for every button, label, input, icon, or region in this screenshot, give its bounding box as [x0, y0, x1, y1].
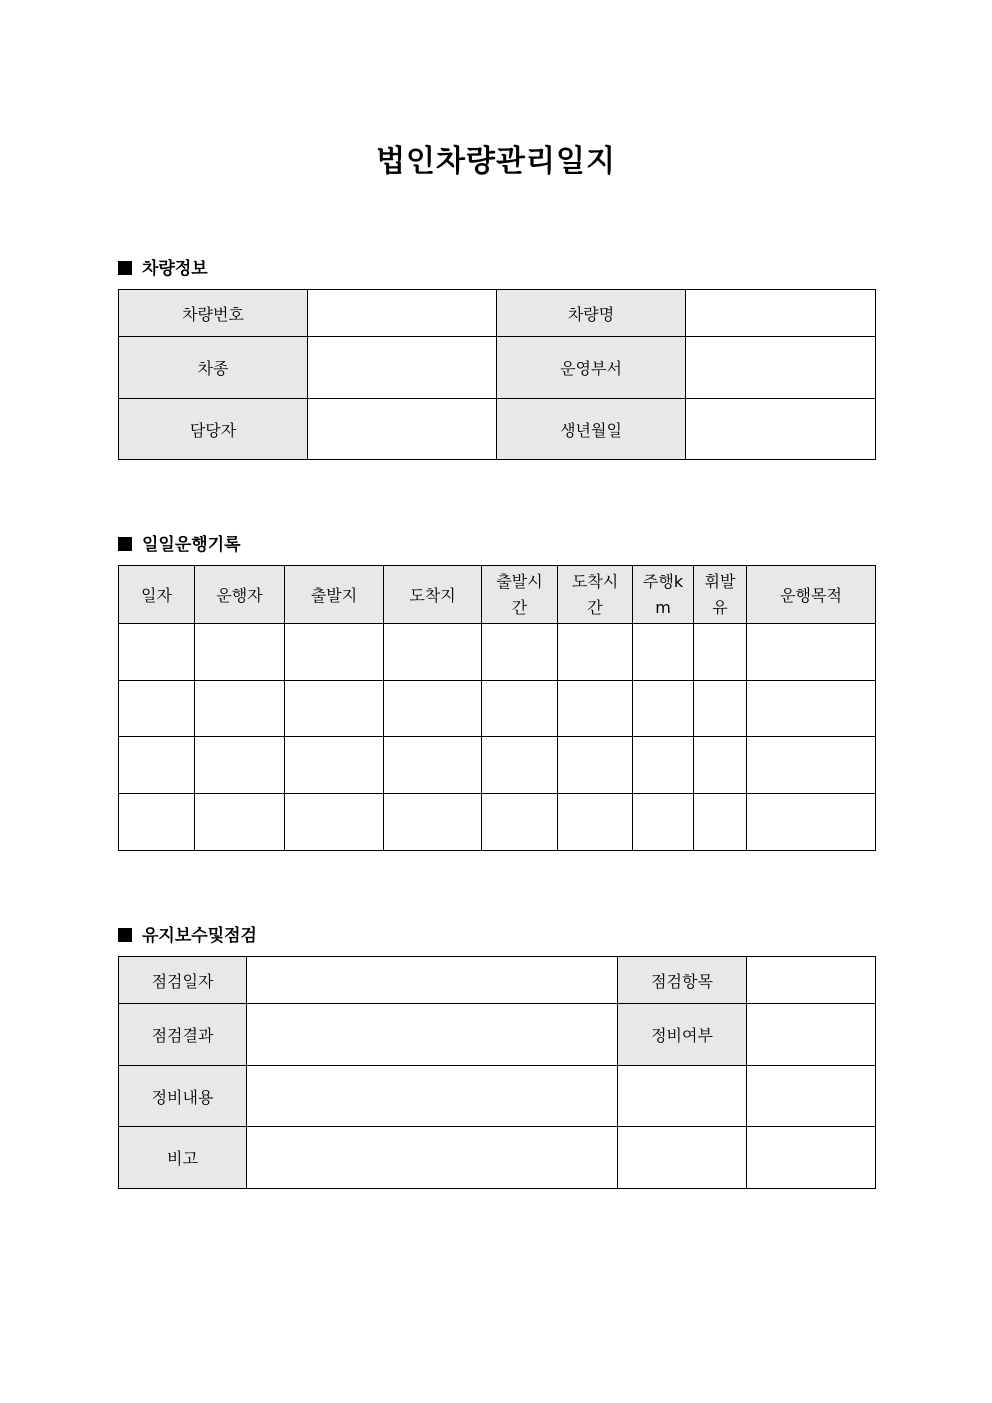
- label-department: 운영부서: [497, 337, 686, 399]
- square-bullet-icon: [118, 537, 132, 551]
- cell-distance[interactable]: [633, 681, 694, 737]
- label-birthdate: 생년월일: [497, 399, 686, 460]
- cell-arrival[interactable]: [384, 794, 482, 851]
- table-row: [119, 624, 876, 681]
- header-fuel: [694, 566, 747, 624]
- field-extra-3[interactable]: [618, 1127, 747, 1189]
- header-line: 유: [712, 597, 728, 617]
- cell-purpose[interactable]: [747, 794, 876, 851]
- header-arrival-time: [558, 566, 633, 624]
- field-birthdate[interactable]: [686, 399, 876, 460]
- cell-fuel[interactable]: [694, 624, 747, 681]
- section-heading-maintenance: [118, 921, 257, 946]
- field-vehicle-type[interactable]: [308, 337, 497, 399]
- header-line: 간: [511, 597, 528, 617]
- cell-departure-time[interactable]: [482, 794, 558, 851]
- label-inspection-result: 점검결과: [119, 1004, 247, 1066]
- header-line: 휘발: [704, 571, 736, 591]
- label-remarks: 비고: [119, 1127, 247, 1189]
- label-vehicle-number: 차량번호: [119, 290, 308, 337]
- label-repair-details: 정비내용: [119, 1066, 247, 1127]
- cell-date[interactable]: [119, 794, 195, 851]
- cell-purpose[interactable]: [747, 737, 876, 794]
- field-vehicle-number[interactable]: [308, 290, 497, 337]
- header-line: 주행k: [642, 571, 684, 591]
- field-remarks[interactable]: [247, 1127, 618, 1189]
- cell-arrival[interactable]: [384, 737, 482, 794]
- header-line: 도착시: [571, 571, 619, 591]
- cell-departure-time[interactable]: [482, 624, 558, 681]
- cell-arrival-time[interactable]: [558, 737, 633, 794]
- field-department[interactable]: [686, 337, 876, 399]
- cell-distance[interactable]: [633, 794, 694, 851]
- header-line: 간: [587, 597, 603, 617]
- label-vehicle-name: 차량명: [497, 290, 686, 337]
- field-vehicle-name[interactable]: [686, 290, 876, 337]
- cell-departure[interactable]: [285, 681, 384, 737]
- header-distance-km: [633, 566, 694, 624]
- cell-purpose[interactable]: [747, 624, 876, 681]
- cell-date[interactable]: [119, 681, 195, 737]
- field-extra-1[interactable]: [618, 1066, 747, 1127]
- section-heading-vehicle-info: [118, 254, 208, 279]
- header-purpose: 운행목적: [747, 566, 876, 624]
- cell-date[interactable]: [119, 624, 195, 681]
- cell-distance[interactable]: [633, 624, 694, 681]
- cell-departure[interactable]: [285, 624, 384, 681]
- field-repair-details[interactable]: [247, 1066, 618, 1127]
- cell-driver[interactable]: [195, 737, 285, 794]
- cell-arrival-time[interactable]: [558, 624, 633, 681]
- section-title: 유지보수및점검: [142, 926, 257, 946]
- header-line: 출발시: [496, 571, 543, 591]
- square-bullet-icon: [118, 261, 132, 275]
- label-vehicle-type: 차종: [119, 337, 308, 399]
- cell-fuel[interactable]: [694, 681, 747, 737]
- cell-arrival[interactable]: [384, 624, 482, 681]
- section-title: 차량정보: [142, 259, 208, 279]
- field-inspection-date[interactable]: [247, 957, 618, 1004]
- label-inspection-date: 점검일자: [119, 957, 247, 1004]
- header-arrival: 도착지: [384, 566, 482, 624]
- square-bullet-icon: [118, 928, 132, 942]
- table-row: [119, 681, 876, 737]
- section-title: 일일운행기록: [142, 535, 241, 555]
- field-extra-4[interactable]: [747, 1127, 876, 1189]
- header-departure: 출발지: [285, 566, 384, 624]
- daily-log-table: [118, 565, 876, 851]
- cell-purpose[interactable]: [747, 681, 876, 737]
- cell-fuel[interactable]: [694, 794, 747, 851]
- field-repair-status[interactable]: [747, 1004, 876, 1066]
- table-row: [119, 737, 876, 794]
- header-driver: 운행자: [195, 566, 285, 624]
- label-repair-status: 정비여부: [618, 1004, 747, 1066]
- cell-departure-time[interactable]: [482, 681, 558, 737]
- vehicle-info-table: [118, 289, 876, 460]
- header-departure-time: [482, 566, 558, 624]
- header-date: 일자: [119, 566, 195, 624]
- table-row: [119, 794, 876, 851]
- page-title: 법인차량관리일지: [376, 144, 616, 179]
- field-inspection-item[interactable]: [747, 957, 876, 1004]
- field-extra-2[interactable]: [747, 1066, 876, 1127]
- section-heading-daily-log: [118, 530, 241, 555]
- cell-arrival[interactable]: [384, 681, 482, 737]
- cell-arrival-time[interactable]: [558, 681, 633, 737]
- maintenance-table: [118, 956, 876, 1189]
- header-line: m: [655, 597, 671, 617]
- field-inspection-result[interactable]: [247, 1004, 618, 1066]
- label-inspection-item: 점검항목: [618, 957, 747, 1004]
- cell-fuel[interactable]: [694, 737, 747, 794]
- cell-departure[interactable]: [285, 737, 384, 794]
- label-manager: 담당자: [119, 399, 308, 460]
- cell-driver[interactable]: [195, 794, 285, 851]
- cell-arrival-time[interactable]: [558, 794, 633, 851]
- cell-distance[interactable]: [633, 737, 694, 794]
- field-manager[interactable]: [308, 399, 497, 460]
- cell-driver[interactable]: [195, 624, 285, 681]
- cell-driver[interactable]: [195, 681, 285, 737]
- cell-date[interactable]: [119, 737, 195, 794]
- cell-departure-time[interactable]: [482, 737, 558, 794]
- cell-departure[interactable]: [285, 794, 384, 851]
